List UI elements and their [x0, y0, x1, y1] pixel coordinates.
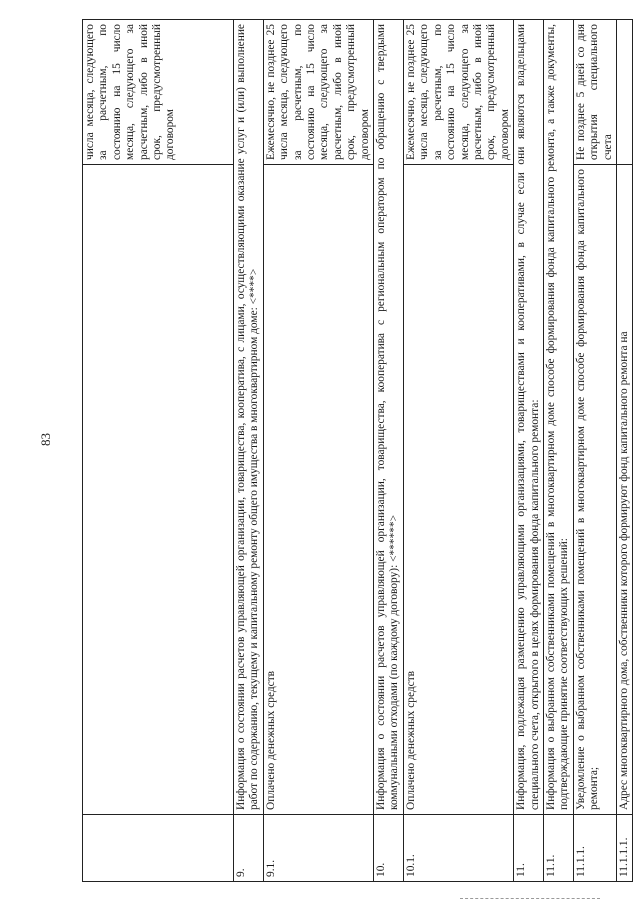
row-number: 11.1.	[543, 815, 573, 882]
row-deadline	[616, 20, 632, 165]
row-number	[83, 815, 234, 882]
table-row	[403, 20, 513, 882]
row-number: 11.1.1.	[573, 815, 616, 882]
row-text: Информация о состоянии расчетов управляющей организации, товарищества, кооператива, с лицами, осуществляющими оказание услуг и (или) выполнение работ по содержанию, текущему и капитальному ремонту общего имущества в многоквартирном доме: <****>	[234, 20, 264, 815]
table-row	[263, 20, 373, 882]
row-deadline: числа месяца, следующего за расчетным, по состоянию на 15 число месяца, следующего за расчетным, либо в иной срок, предусмотренный договором	[83, 20, 234, 165]
row-number: 11.1.1.1.	[616, 815, 632, 882]
table-row	[616, 20, 632, 882]
row-deadline: Ежемесячно, не позднее 25 числа месяца, следующего за расчетным, по состоянию на 15 число месяца, следующего за расчетным, либо в иной срок, предусмотренный договором	[263, 20, 373, 165]
page-number: 83	[38, 433, 53, 446]
row-text: Информация о состоянии расчетов управляющей организации, товарищества, кооператива с региональным оператором по обращению с твердыми коммунальными отходами (по каждому договору): <******>	[374, 20, 404, 815]
table-row	[234, 20, 264, 882]
row-deadline: Не позднее 5 дней со дня открытия специального счета	[573, 20, 616, 165]
table-row	[543, 20, 573, 882]
row-deadline: Ежемесячно, не позднее 25 числа месяца, следующего за расчетным, по состоянию на 15 число месяца, следующего за расчетным, либо в иной срок, предусмотренный договором	[403, 20, 513, 165]
disclosure-table	[82, 19, 633, 882]
row-number: 10.1.	[403, 815, 513, 882]
row-text: Адрес многоквартирного дома, собственники которого формируют фонд капитального ремонта на	[616, 165, 632, 815]
row-text: Оплачено денежных средств	[403, 165, 513, 815]
row-text: Уведомление о выбранном собственниками помещений в многоквартирном доме способе формирования фонда капитального ремонта;	[573, 165, 616, 815]
row-text	[83, 165, 234, 815]
table-row	[83, 20, 234, 882]
row-text: Оплачено денежных средств	[263, 165, 373, 815]
document-table-rotated	[82, 19, 630, 882]
row-number: 9.1.	[263, 815, 373, 882]
row-number: 9.	[234, 815, 264, 882]
scan-edge-line	[460, 898, 600, 899]
row-text: Информация о выбранном собственниками помещений в многоквартирном доме способе формирования фонда капитального ремонта, а также документы, подтверждающие принятие соответствующих решений:	[543, 20, 573, 815]
table-row	[374, 20, 404, 882]
table-row	[573, 20, 616, 882]
table-row	[514, 20, 544, 882]
row-number: 11.	[514, 815, 544, 882]
row-number: 10.	[374, 815, 404, 882]
row-text: Информация, подлежащая размещению управляющими организациями, товариществами и кооперативами, в случае если они являются владельцами специального счета, открытого в целях формирования фонда капитального ремонта:	[514, 20, 544, 815]
